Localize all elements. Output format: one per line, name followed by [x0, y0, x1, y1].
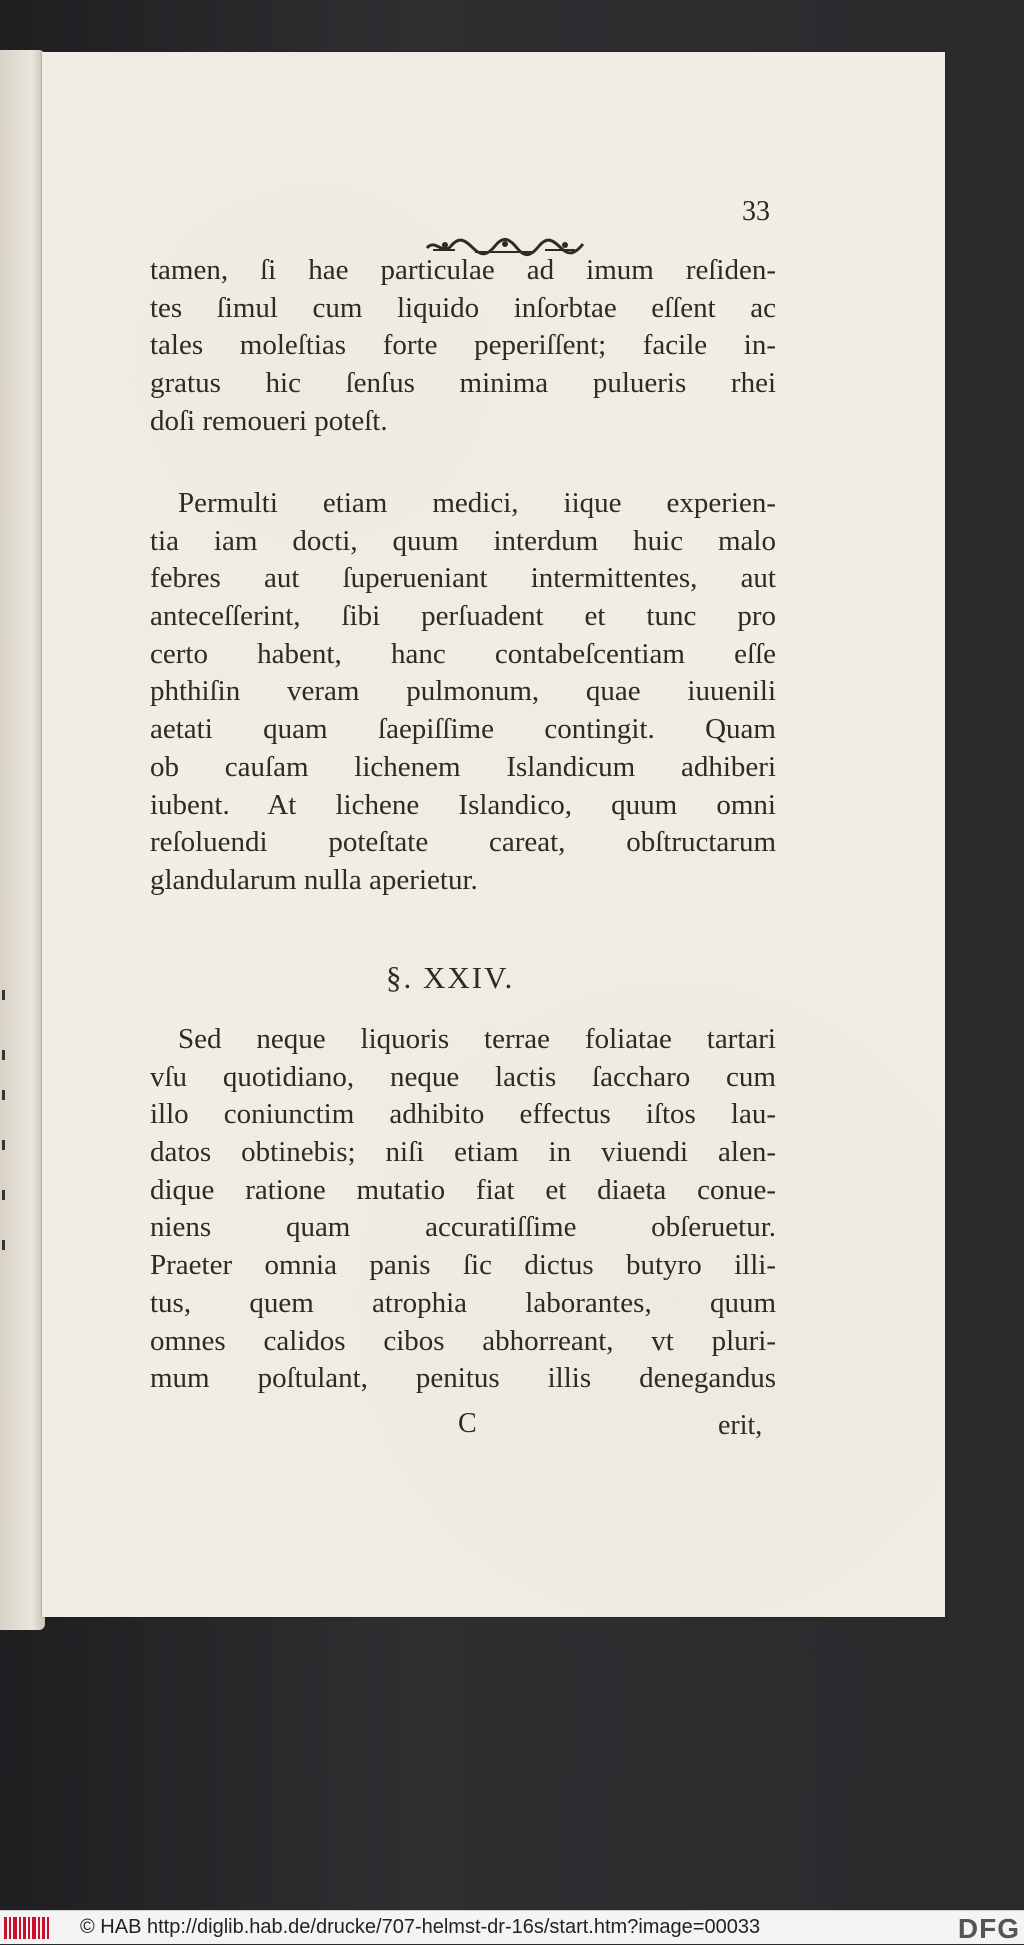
- margin-mark: [2, 1240, 5, 1250]
- text-line: omnes calidos cibos abhorreant, vt pluri-: [150, 1324, 776, 1357]
- footer-bar: [0, 1910, 1024, 1944]
- text-line: tales moleſtias forte peperiſſent; facile in-: [150, 329, 776, 362]
- text-line: mum poſtulant, penitus illis denegandus: [150, 1362, 776, 1395]
- paragraph-2: [150, 485, 776, 900]
- section-heading: §. XXIV.: [386, 960, 515, 995]
- margin-mark: [2, 1090, 5, 1100]
- catchword: erit,: [718, 1410, 763, 1441]
- text-line: phthiſin veram pulmonum, quae iuuenili: [150, 675, 776, 708]
- text-line: niens quam accuratiſſime obſeruetur.: [150, 1211, 776, 1244]
- text-line: glandularum nulla aperietur.: [150, 863, 478, 896]
- text-line: tes ſimul cum liquido inſorbtae eſſent ac: [150, 291, 776, 324]
- signature-mark: C: [458, 1408, 477, 1439]
- text-line: Sed neque liquoris terrae foliatae tartari: [178, 1023, 776, 1055]
- adjacent-page-edge: [0, 50, 45, 1630]
- text-line: Permulti etiam medici, iique experien-: [178, 487, 776, 519]
- text-line: febres aut ſuperueniant intermittentes, aut: [150, 562, 776, 595]
- text-line: iubent. At lichene Islandico, quum omni: [150, 788, 776, 821]
- text-line: doſi remoueri poteſt.: [150, 404, 388, 437]
- margin-mark: [2, 1190, 5, 1200]
- barcode-icon: [4, 1915, 50, 1941]
- text-line: Praeter omnia panis ſic dictus butyro illi-: [150, 1249, 776, 1282]
- paragraph-3: [150, 1021, 776, 1398]
- paragraph-1: [150, 252, 776, 440]
- page-number: 33: [742, 196, 770, 227]
- text-line: dique ratione mutatio fiat et diaeta conue-: [150, 1173, 776, 1206]
- margin-mark: [2, 1050, 5, 1060]
- text-line: tamen, ſi hae particulae ad imum reſiden-: [150, 254, 776, 286]
- text-line: tia iam docti, quum interdum huic malo: [150, 524, 776, 557]
- text-line: reſoluendi poteſtate careat, obſtructarum: [150, 826, 776, 859]
- text-line: illo coniunctim adhibito effectus iſtos lau-: [150, 1098, 776, 1131]
- margin-mark: [2, 1140, 5, 1150]
- text-line: vſu quotidiano, neque lactis ſaccharo cum: [150, 1060, 776, 1093]
- text-line: datos obtinebis; niſi etiam in viuendi alen-: [150, 1136, 776, 1169]
- text-line: aetati quam ſaepiſſime contingit. Quam: [150, 713, 776, 746]
- dfg-logo: DFG: [957, 1913, 1020, 1944]
- text-line: certo habent, hanc contabeſcentiam eſſe: [150, 637, 776, 670]
- margin-mark: [2, 990, 5, 1000]
- text-line: ob cauſam lichenem Islandicum adhiberi: [150, 750, 776, 783]
- source-link[interactable]: © HAB http://diglib.hab.de/drucke/707-helmst-dr-16s/start.htm?image=00033: [80, 1916, 761, 1938]
- text-line: gratus hic ſenſus minima pulueris rhei: [150, 367, 776, 400]
- text-line: tus, quem atrophia laborantes, quum: [150, 1286, 776, 1319]
- text-line: anteceſſerint, ſibi perſuadent et tunc pro: [150, 600, 776, 633]
